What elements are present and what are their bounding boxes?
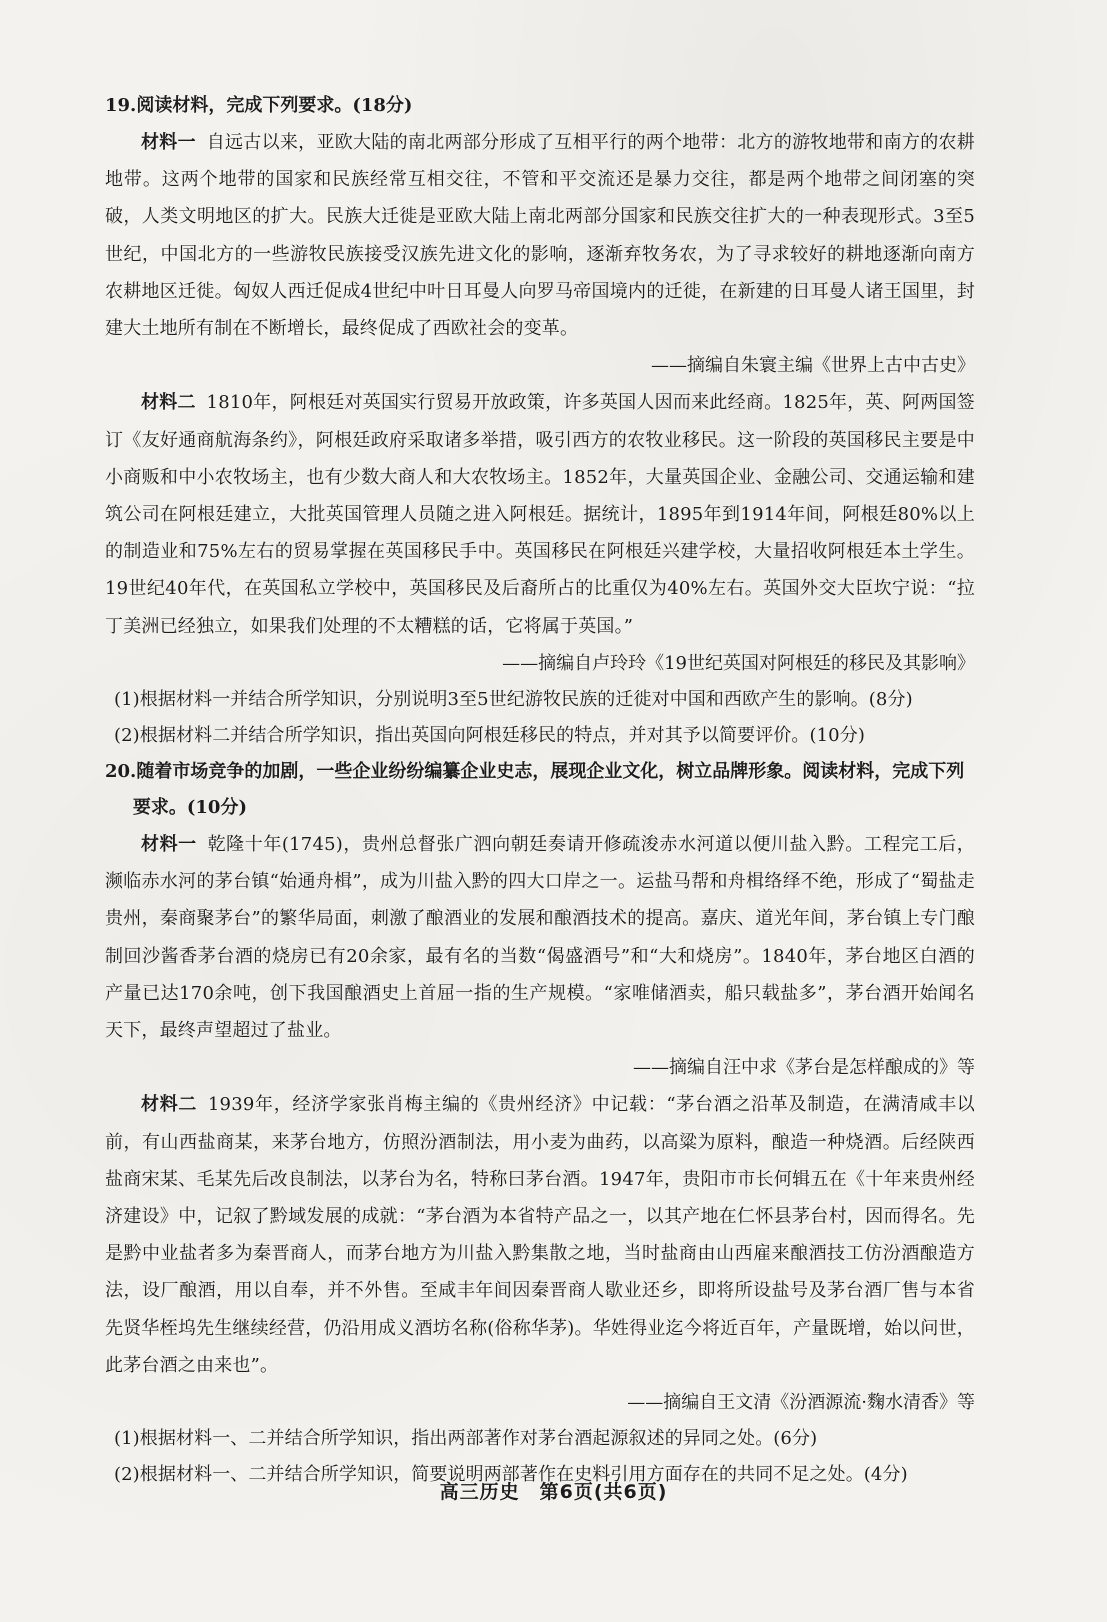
q20-sub-question-1: (1)根据材料一、二并结合所学知识，指出两部著作对茅台酒起源叙述的异同之处。(6分) xyxy=(114,1428,818,1450)
material-text: 1810年，阿根廷对英国实行贸易开放政策，许多英国人因而来此经商。1825年，英、阿两国签订《友好通商航海条约》，阿根廷政府采取诸多举措，吸引西方的农牧业移民。这一阶段的英国移民主要是中小商贩和中小农牧场主，也有少数大商人和大农牧场主。1852年，大量英国企业、金融公司、交通运输和建筑公司在阿根廷建立，大批英国管理人员随之进入阿根廷。据统计，1895年到1914年间，阿根廷80%以上的制造业和75%左右的贸易掌握在英国移民手中。英国移民在阿根廷兴建学校，大量招收阿根廷本土学生。19世纪40年代，在英国私立学校中，英国移民及后裔所占的比重仅为40%左右。英国外交大臣坎宁说：“拉丁美洲已经独立，如果我们处理的不太糟糕的话，它将属于英国。” xyxy=(105,392,975,637)
question-19-heading: 19.阅读材料，完成下列要求。(18分) xyxy=(105,95,413,116)
q20-material-2-source: ——摘编自王文清《汾酒源流·麴水清香》等 xyxy=(627,1392,975,1414)
q19-material-2 xyxy=(105,384,975,644)
q19-sub-question-1: (1)根据材料一并结合所学知识，分别说明3至5世纪游牧民族的迁徙对中国和西欧产生的影响。(8分) xyxy=(114,689,913,711)
material-label: 材料二 xyxy=(141,392,196,414)
q20-material-1-source: ——摘编自汪中求《茅台是怎样酿成的》等 xyxy=(633,1057,975,1079)
material-label: 材料二 xyxy=(141,1094,198,1116)
q19-material-2-source: ——摘编自卢玲玲《19世纪英国对阿根廷的移民及其影响》 xyxy=(502,652,975,674)
q19-material-1 xyxy=(105,124,975,347)
material-text: 1939年，经济学家张肖梅主编的《贵州经济》中记载：“茅台酒之沿革及制造，在满清咸丰以前，有山西盐商某，来茅台地方，仿照汾酒制法，用小麦为曲药，以高粱为原料，酿造一种烧酒。后经陕西盐商宋某、毛某先后改良制法，以茅台为名，特称曰茅台酒。1947年，贵阳市市长何辑五在《十年来贵州经济建设》中，记叙了黔域发展的成就：“茅台酒为本省特产品之一，以其产地在仁怀县茅台村，因而得名。先是黔中业盐者多为秦晋商人，而茅台地方为川盐入黔集散之地，当时盐商由山西雇来酿酒技工仿汾酒酿造方法，设厂酿酒，用以自奉，并不外售。至咸丰年间因秦晋商人歇业还乡，即将所设盐号及茅台酒厂售与本省先贤华桎坞先生继续经营，仍沿用成义酒坊名称(俗称华茅)。华姓得业迄今将近百年，产量既增，始以问世，此茅台酒之由来也”。 xyxy=(105,1094,975,1376)
material-label: 材料一 xyxy=(141,132,196,153)
q19-material-1-source: ——摘编自朱寰主编《世界上古中古史》 xyxy=(651,355,975,377)
material-label: 材料一 xyxy=(141,834,197,856)
material-text: 自远古以来，亚欧大陆的南北两部分形成了互相平行的两个地带：北方的游牧地带和南方的农耕地带。这两个地带的国家和民族经常互相交往，不管和平交流还是暴力交往，都是两个地带之间闭塞的突破，人类文明地区的扩大。民族大迁徙是亚欧大陆上南北两部分国家和民族交往扩大的一种表现形式。3至5世纪，中国北方的一些游牧民族接受汉族先进文化的影响，逐渐弃牧务农，为了寻求较好的耕地逐渐向南方农耕地区迁徙。匈奴人西迁促成4世纪中叶日耳曼人向罗马帝国境内的迁徙，在新建的日耳曼人诸王国里，封建大土地所有制在不断增长，最终促成了西欧社会的变革。 xyxy=(105,132,975,340)
q20-sub-question-2: (2)根据材料一、二并结合所学知识，简要说明两部著作在史料引用方面存在的共同不足之处。(4分) xyxy=(114,1464,908,1486)
q20-material-1 xyxy=(105,826,975,1049)
q19-sub-question-2: (2)根据材料二并结合所学知识，指出英国向阿根廷移民的特点，并对其予以简要评价。(10分) xyxy=(114,725,865,747)
q20-material-2 xyxy=(105,1086,975,1384)
material-text: 乾隆十年(1745)，贵州总督张广泗向朝廷奏请开修疏浚赤水河道以便川盐入黔。工程完工后，濒临赤水河的茅台镇“始通舟楫”，成为川盐入黔的四大口岸之一。运盐马帮和舟楫络绎不绝，形成了“蜀盐走贵州，秦商聚茅台”的繁华局面，刺激了酿酒业的发展和酿酒技术的提高。嘉庆、道光年间，茅台镇上专门酿制回沙酱香茅台酒的烧房已有20余家，最有名的当数“偈盛酒号”和“大和烧房”。1840年，茅台地区白酒的产量已达170余吨，创下我国酿酒史上首屈一指的生产规模。“家唯储酒卖，船只载盐多”，茅台酒开始闻名天下，最终声望超过了盐业。 xyxy=(105,834,975,1042)
page-footer: 高三历史 第6页(共6页) xyxy=(439,1481,668,1503)
question-20-heading: 20.随着市场竞争的加剧，一些企业纷纷编纂企业史志，展现企业文化，树立品牌形象。阅读材料，完成下列要求。(10分) xyxy=(105,761,965,819)
